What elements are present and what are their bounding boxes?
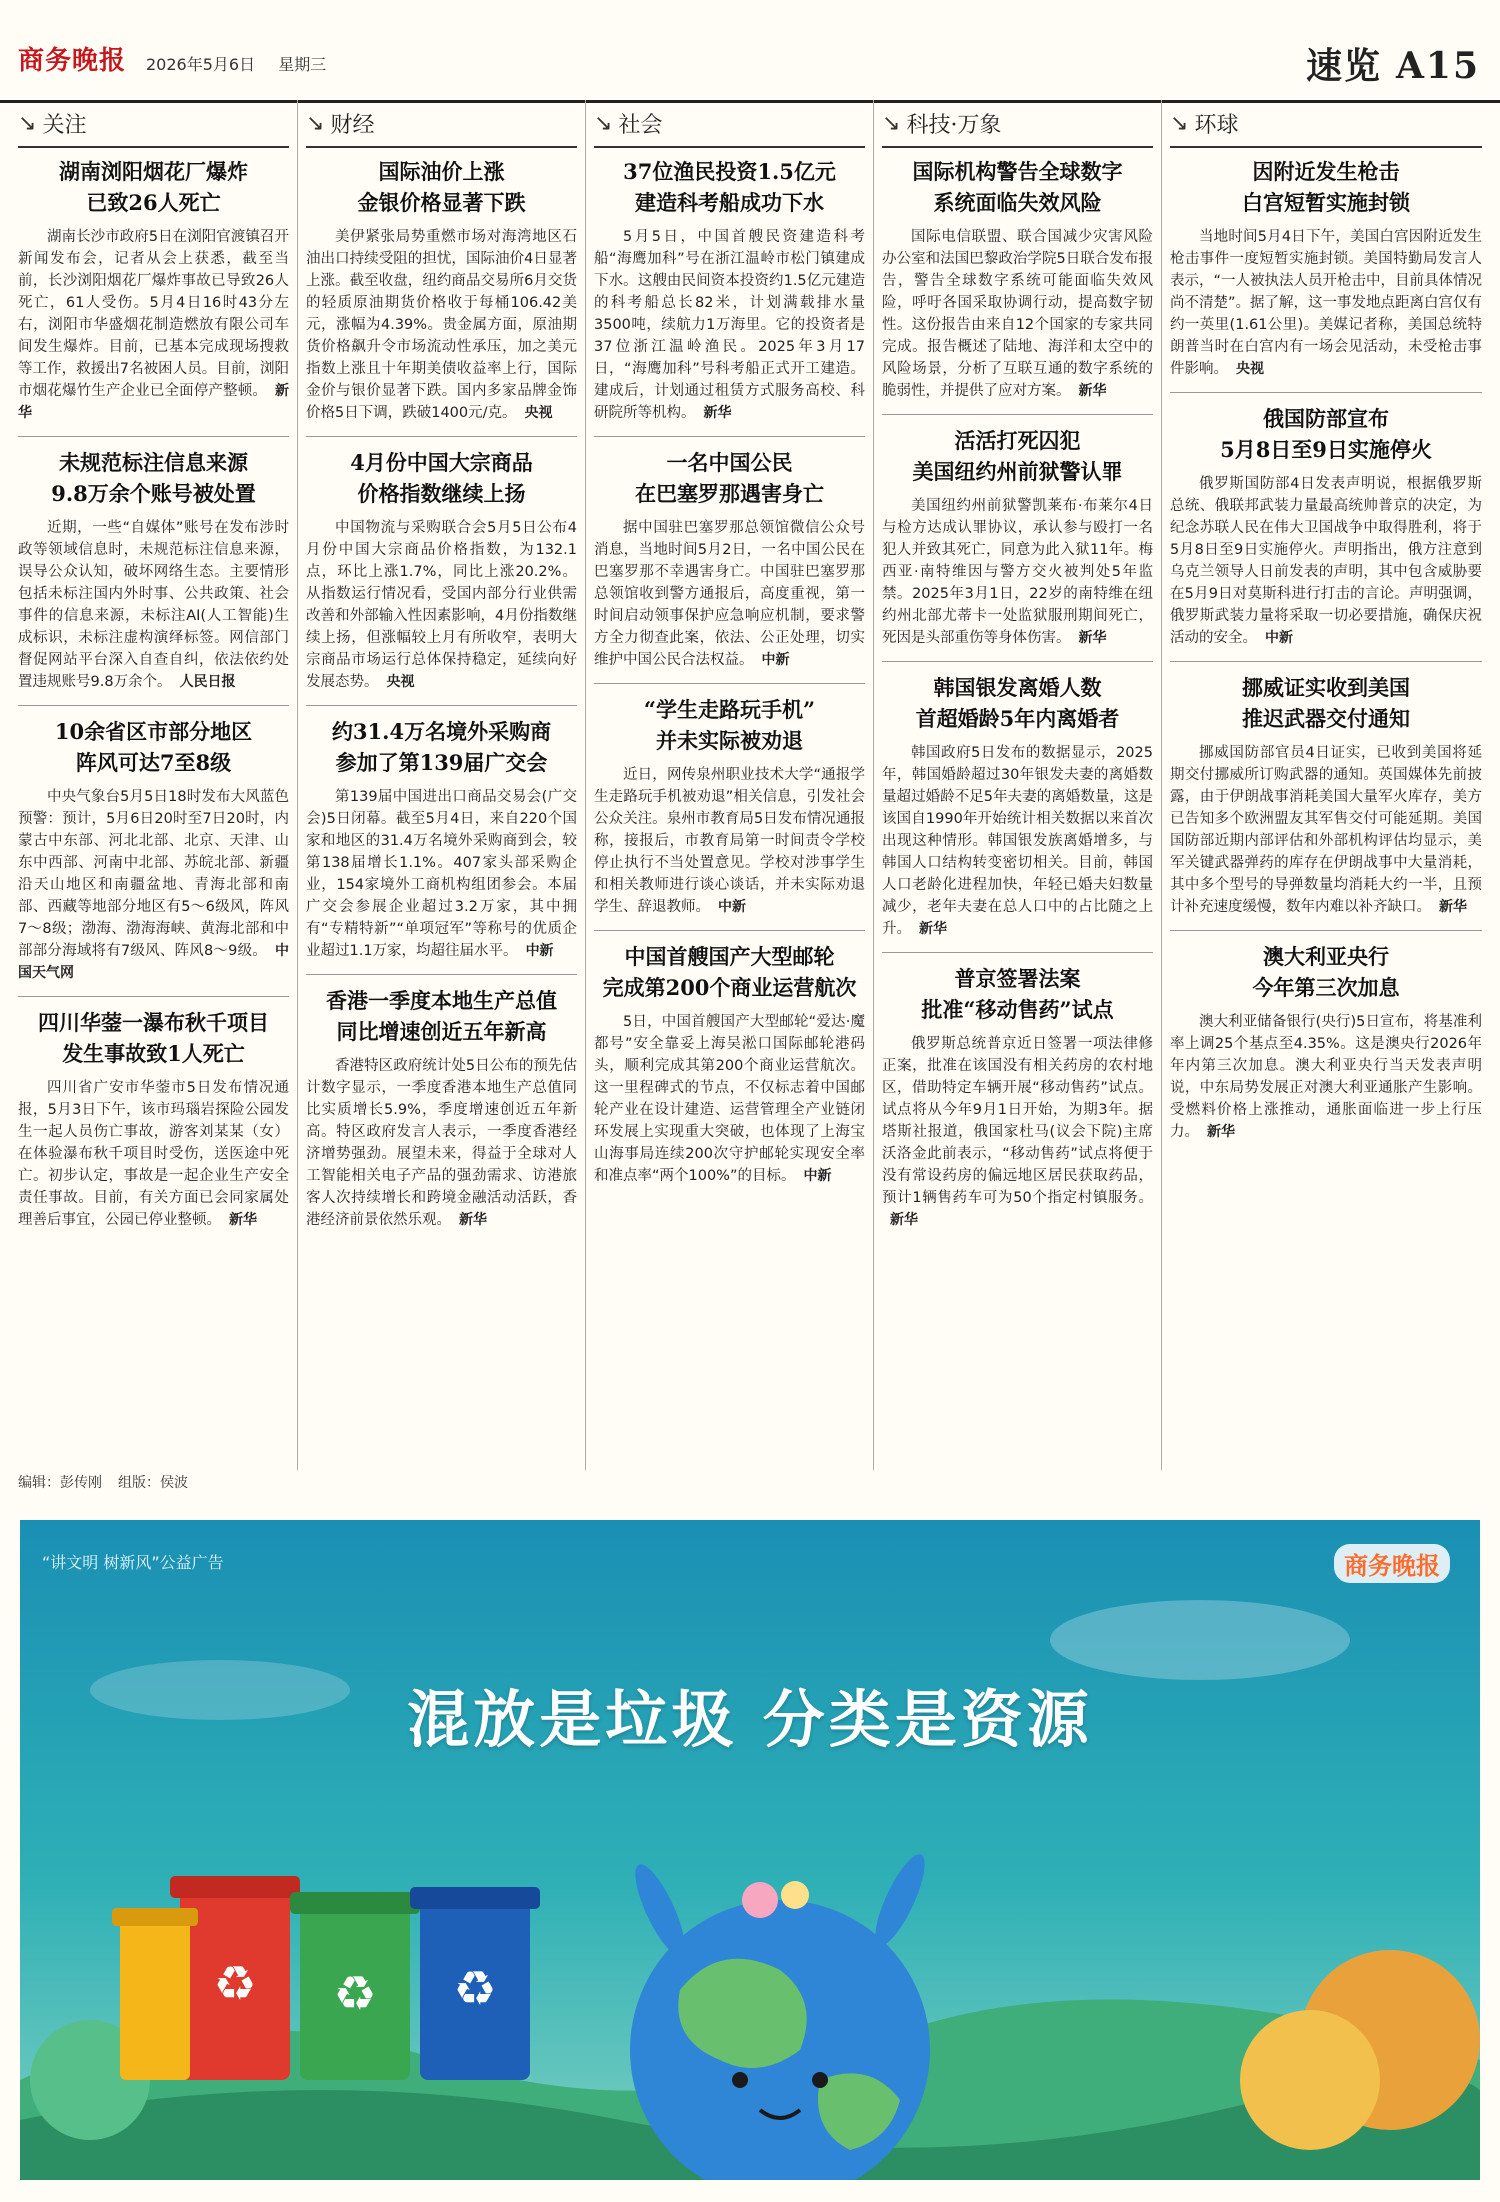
column-huanqiu [1162,100,1490,1470]
news-article[interactable] [306,716,577,975]
news-article[interactable] [1170,403,1482,662]
news-article[interactable] [594,156,865,437]
article-body: 俄罗斯国防部4日发表声明说，根据俄罗斯总统、俄联邦武装力量最高统帅普京的决定，为纪念苏联人民在伟大卫国战争中取得胜利，将于5月8日至9日实施停火。声明指出，俄方注意到乌克兰领导人日前发表的声明，其中包含威胁要在5月9日对莫斯科进行打击的言论。声明强调，俄罗斯武装力量将采取一切必要措施，确保庆祝活动的安全。 中新 [1170,476,1482,646]
news-article[interactable] [594,941,865,1199]
column-guanzhu [10,100,298,1470]
article-source: 新华 [890,1212,918,1228]
article-headline: 中国首艘国产大型邮轮 完成第200个商业运营航次 [602,944,857,1000]
article-body: 韩国政府5日发布的数据显示，2025年，韩国婚龄超过30年银发夫妻的离婚数量超过婚龄不足5年夫妻的离婚数量，这是该国自1990年开始统计相关数据以来首次出现这种情形。韩国银发族离婚增多，与韩国人口结构转变密切相关。目前，韩国人口老龄化进程加快，年轻已婚夫妇数量减少，老年夫妻在总人口中的占比随之上升。 新华 [882,745,1153,937]
corner-arrow-icon: ↘ [1170,110,1189,136]
corner-arrow-icon: ↘ [882,110,901,136]
article-source: 新华 [459,1212,487,1228]
svg-text:♻: ♻ [213,1956,257,2012]
column-title: 社会 [618,112,663,138]
news-article[interactable] [594,694,865,931]
article-headline: 10余省区市部分地区 阵风可达7至8级 [54,719,253,775]
public-service-ad [20,1520,1480,2180]
weekday-text: 星期三 [278,55,327,74]
news-article[interactable] [306,156,577,437]
article-source: 中新 [718,899,746,915]
column-keji-wanxiang [874,100,1162,1470]
article-body: 当地时间5月4日下午，美国白宫因附近发生枪击事件一度短暂实施封锁。美国特勤局发言人表示，“一人被执法人员开枪击中，目前具体情况尚不清楚”。据了解，这一事发地点距离白宫仅有约一英里(1.61公里)。美媒记者称，美国总统特朗普当时在白宫内有一场会见活动，未受枪击事件影响。 央视 [1170,229,1483,377]
article-headline: 澳大利亚央行 今年第三次加息 [1252,944,1400,1000]
news-article[interactable] [1170,672,1482,931]
ad-illustration [20,1520,1480,2180]
ad-slogan: 混放是垃圾 分类是资源 [407,1683,1093,1756]
column-title: 财经 [330,112,375,138]
article-source: 中新 [525,943,554,959]
news-article[interactable] [18,156,289,437]
news-columns [10,100,1490,1470]
article-body: 据中国驻巴塞罗那总领馆微信公众号消息，当地时间5月2日，一名中国公民在巴塞罗那不幸遇害身亡。中国驻巴塞罗那总领馆收到警方通报后，高度重视，第一时间启动领事保护应急响应机制，要求警方全力彻查此案，依法、公正处理，切实维护中国公民合法权益。 中新 [594,520,865,668]
article-headline: 37位渔民投资1.5亿元 建造科考船成功下水 [623,159,836,215]
editor-credits [18,1472,188,1492]
svg-text:♻: ♻ [333,1966,377,2022]
article-body: 近日，网传泉州职业技术大学“通报学生走路玩手机被劝退”相关信息，引发社会公众关注。泉州市教育局5日发布情况通报称，接报后，市教育局第一时间责令学校停止执行不当处置意见。学校对涉事学生和相关教师进行谈心谈话，并未实际劝退学生、辞退教师。 中新 [594,767,865,915]
article-source: 新华 [1078,630,1107,646]
news-article[interactable] [306,985,577,1243]
article-body: 第139届中国进出口商品交易会(广交会)5日闭幕。截至5月4日，来自220个国家和地区的31.4万名境外采购商到会，较第138届增长1.1%。407家头部采购企业，154家境外工商机构组团参会。本届广交会参展企业超过3.2万家，其中拥有“专精特新”“单项冠军”等称号的优质企业超过1.1万家，均超往届水平。 中新 [306,789,577,959]
article-headline: 因附近发生枪击 白宫短暂实施封锁 [1242,159,1410,215]
article-body: 澳大利亚储备银行(央行)5日宣布，将基准利率上调25个基点至4.35%。这是澳央行2026年年内第三次加息。澳大利亚央行当天发表声明说，中东局势发展正对澳大利亚通胀产生影响。受燃料价格上涨推动，通胀面临进一步上行压力。 新华 [1170,1014,1482,1140]
news-article[interactable] [1170,156,1482,393]
column-header [882,100,1153,148]
masthead [0,0,1500,103]
news-article[interactable] [306,447,577,706]
article-source: 新华 [1207,1124,1235,1140]
recycling-bin-green-icon [290,1892,420,2080]
article-source: 央视 [386,674,415,690]
newspaper-logo: 商务晚报 [18,46,127,76]
article-headline: 四川华蓥一瀑布秋千项目 发生事故致1人死亡 [38,1010,269,1066]
article-body: 四川省广安市华蓥市5日发布情况通报，5月3日下午，该市玛瑙岩探险公园发生一起人员伤亡事故，游客刘某某（女）在体验瀑布秋千项目时受伤，送医途中死亡。初步认定，事故是一起企业生产安全责任事故。目前，有关方面已会同家属处理善后事宜，公园已停业整顿。 新华 [18,1080,289,1228]
ad-campaign-tag: “讲文明 树新风”公益广告 [42,1553,224,1572]
section-header [1306,38,1480,89]
article-body: 中国物流与采购联合会5月5日公布4月份中国大宗商品价格指数，为132.1点，环比上涨1.7%，同比上涨20.2%。从指数运行情况看，受国内部分行业供需改善和外部输入性因素影响，4月份指数继续上扬，但涨幅较上月有所收窄，表明大宗商品市场运行总体保持稳定，延续向好发展态势。 央视 [306,520,577,690]
column-header [1170,100,1482,148]
article-body: 近期，一些“自媒体”账号在发布涉时政等领域信息时，未规范标注信息来源，误导公众认知，破坏网络生态。主要情形包括未标注国内外时事、公共政策、社会事件的信息来源，未标注AI(人工智能)生成标识，未标注虚构演绎标签。网信部门督促网站平台深入自查自纠，依法依约处置违规账号9.8万余个。 人民日报 [18,520,289,690]
article-body: 香港特区政府统计处5日公布的预先估计数字显示，一季度香港本地生产总值同比实质增长5.9%，季度增速创近五年新高。特区政府发言人表示，一季度香港经济增势强劲。展望未来，得益于全球对人工智能相关电子产品的强劲需求、访港旅客人次持续增长和跨境金融活动活跃，香港经济前景依然乐观。 新华 [306,1058,577,1228]
earth-character-icon [626,1849,934,2180]
article-source: 人民日报 [179,674,236,690]
article-headline: 活活打死囚犯 美国纽约州前狱警认罪 [912,428,1123,484]
article-source: 新华 [229,1212,257,1228]
article-headline: 俄国防部宣布 5月8日至9日实施停火 [1220,406,1432,462]
article-headline: 韩国银发离婚人数 首超婚龄5年内离婚者 [915,675,1120,731]
article-body: 俄罗斯总统普京近日签署一项法律修正案，批准在该国没有相关药房的农村地区，借助特定车辆开展“移动售药”试点。试点将从今年9月1日开始，为期3年。据塔斯社报道，俄国家杜马(议会下院)主席沃洛金此前表示，“移动售药”试点将便于没有常设药房的偏远地区居民获取药品，预计1辆售药车可为50个指定村镇服务。新华 [882,1036,1153,1228]
article-source: 中新 [803,1168,832,1184]
article-headline: 4月份中国大宗商品 价格指数继续上扬 [350,450,533,506]
article-headline: 国际油价上涨 金银价格显著下跌 [357,159,526,215]
corner-arrow-icon: ↘ [18,110,37,136]
article-source: 新华 [18,383,289,421]
article-headline: “学生走路玩手机” 并未实际被劝退 [643,697,816,753]
issue-date [146,52,326,75]
article-headline: 挪威证实收到美国 推迟武器交付通知 [1242,675,1410,731]
column-title: 环球 [1194,112,1239,138]
article-headline: 未规范标注信息来源 9.8万余个账号被处置 [51,450,256,506]
article-body: 美伊紧张局势重燃市场对海湾地区石油出口持续受阻的担忧，国际油价4日显著上涨。截至收盘，纽约商品交易所6月交货的轻质原油期货价格收于每桶106.42美元，涨幅为4.39%。贵金属方面，原油期货价格飙升令市场流动性承压，加之美元指数上涨且十年期美债收益率上行，国际金价与银价显著下跌。国内多家品牌金饰价格5日下调，跌破1400元/克。 央视 [306,229,577,421]
article-headline: 一名中国公民 在巴塞罗那遇害身亡 [635,450,824,506]
article-source: 中国天气网 [18,943,289,981]
article-body: 5日，中国首艘国产大型邮轮“爱达·魔都号”安全靠妥上海吴淞口国际邮轮港码头，顺利完成其第200个商业运营航次。这一里程碑式的节点，不仅标志着中国邮轮产业在设计建造、运营管理全产业链闭环发展上实现重大突破，也体现了上海宝山海事局连续200次守护邮轮实现安全率和准点率“两个100%”的目标。 中新 [594,1014,865,1184]
news-article[interactable] [594,447,865,684]
article-source: 中新 [761,652,790,668]
news-article[interactable] [18,1007,289,1243]
column-header [594,100,865,148]
news-article[interactable] [882,672,1153,953]
article-headline: 约31.4万名境外采购商 参加了第139届广交会 [331,719,552,775]
column-caijing [298,100,586,1470]
article-body: 挪威国防部官员4日证实，已收到美国将延期交付挪威所订购武器的通知。英国媒体先前披露，由于伊朗战事消耗美国大量军火库存，美方已告知多个欧洲盟友其军售交付可能延期。美国国防部近期内部评估和外部机构评估均显示，美军关键武器弹药的库存在伊朗战事中大量消耗，其中多个型号的导弹数量均消耗大约一半，且预计补充速度缓慢，数年内难以补齐缺口。 新华 [1170,745,1482,915]
article-headline: 香港一季度本地生产总值 同比增速创近五年新高 [326,988,557,1044]
news-article[interactable] [882,156,1153,415]
article-headline: 普京签署法案 批准“移动售药”试点 [921,966,1114,1022]
bush-shape [1240,2010,1380,2150]
article-body: 5月5日，中国首艘民资建造科考船“海鹰加科”号在浙江温岭市松门镇建成下水。这艘由民间资本投资约1.5亿元建造的科考船总长82米，计划满载排水量3500吨，续航力1万海里。它的投资者是37位浙江温岭渔民。2025年3月17日，“海鹰加科”号科考船正式开工建造。建成后，计划通过租赁方式服务高校、科研院所等机构。 新华 [594,229,865,421]
column-title: 科技·万象 [906,112,1002,138]
article-body: 国际电信联盟、联合国减少灾害风险办公室和法国巴黎政治学院5日联合发布报告，警告全球数字系统可能面临失效风险，呼吁各国采取协调行动，提高数字韧性。这份报告由来自12个国家的专家共同完成。报告概述了陆地、海洋和太空中的风险场景，分析了互联互通的数字系统的脆弱性，并提供了应对方案。 新华 [882,229,1153,399]
svg-text:♻: ♻ [453,1961,497,2017]
column-header [306,100,577,148]
article-body: 美国纽约州前狱警凯莱布·布莱尔4日与检方达成认罪协议，承认参与殴打一名犯人并致其死亡，同意为此入狱11年。梅西亚·南特维因与警方交火被判处5年监禁。2025年3月1日，22岁的南特维在纽约州北部尤蒂卡一处监狱服刑期间死亡，死因是头部重伤等身体伤害。 新华 [882,498,1153,646]
column-title: 关注 [42,112,87,138]
corner-arrow-icon: ↘ [306,110,325,136]
article-source: 央视 [1236,361,1264,377]
corner-arrow-icon: ↘ [594,110,613,136]
article-body: 湖南长沙市政府5日在浏阳官渡镇召开新闻发布会，记者从会上获悉，截至当前，长沙浏阳烟花厂爆炸事故已导致26人死亡，61人受伤。5月4日16时43分左右，浏阳市华盛烟花制造燃放有限公司车间发生爆炸。目前，已基本完成现场搜救等工作，救援出7名被困人员。目前，浏阳市烟花爆竹生产企业已全面停产整顿。 新华 [18,229,289,421]
article-source: 中新 [1265,630,1293,646]
recycling-bin-yellow-icon [112,1908,198,2080]
editor-name: 编辑：彭传刚 [18,1475,102,1491]
column-shehui [586,100,874,1470]
news-article[interactable] [1170,941,1482,1155]
article-source: 新华 [1078,383,1107,399]
news-article[interactable] [18,447,289,706]
article-body: 中央气象台5月5日18时发布大风蓝色预警：预计，5月6日20时至7日20时，内蒙古中东部、河北北部、北京、天津、山东中西部、河南中北部、苏皖北部、新疆沿天山地区和南疆盆地、青海北部和南部、西藏等地部分地区有5～6级风，阵风7～8级；渤海、渤海海峡、黄海北部和中部部分海域将有7级风、阵风8～9级。 中国天气网 [18,789,289,981]
article-source: 新华 [1439,899,1467,915]
news-article[interactable] [18,716,289,997]
cloud-shape [1050,1600,1350,1680]
article-source: 新华 [703,405,732,421]
ad-brand-logo: 商务晚报 [1334,1544,1450,1583]
news-article[interactable] [882,963,1153,1243]
page-number: A15 [1395,45,1480,87]
article-headline: 国际机构警告全球数字 系统面临失效风险 [912,159,1123,215]
layout-editor-name: 组版：侯波 [118,1475,188,1491]
news-article[interactable] [882,425,1153,662]
column-header [18,100,289,148]
section-name: 速览 [1305,45,1382,87]
recycling-bin-blue-icon [410,1887,540,2080]
article-source: 新华 [919,921,947,937]
date-text: 2026年5月6日 [146,55,256,74]
article-source: 央视 [524,405,553,421]
article-headline: 湖南浏阳烟花厂爆炸 已致26人死亡 [59,159,248,215]
